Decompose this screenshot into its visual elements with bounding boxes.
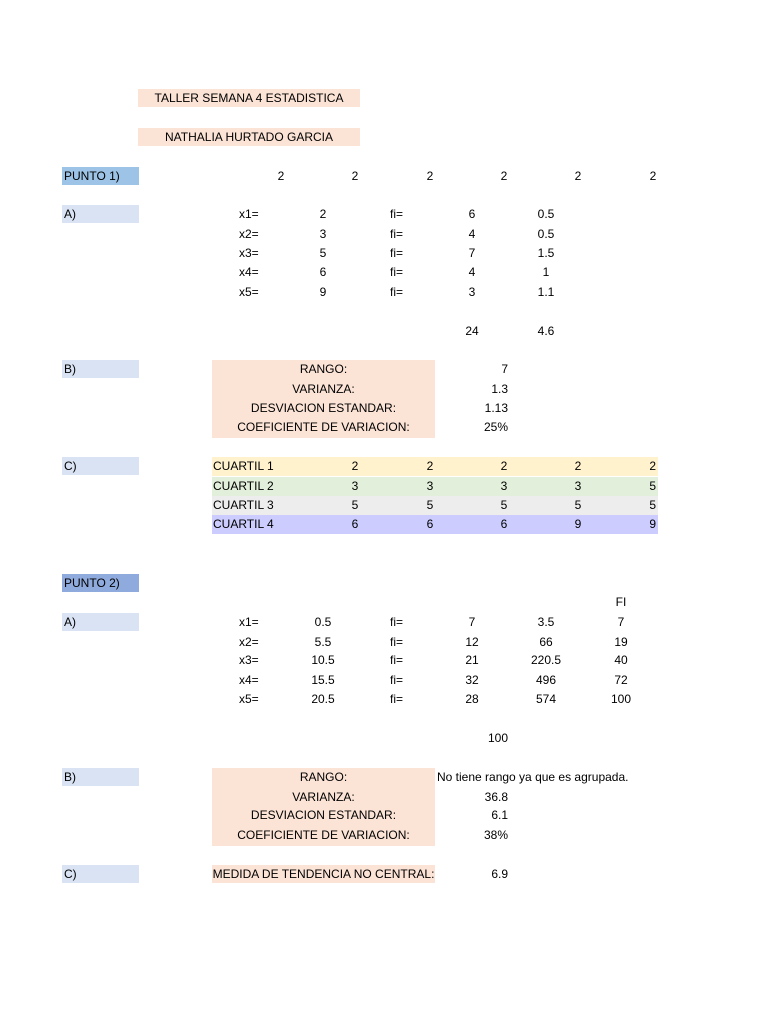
quartile-value: 2: [500, 459, 508, 473]
stat-value-desviacion: 1.13: [484, 401, 508, 415]
x-label: x4=: [239, 265, 259, 279]
x-label: x5=: [239, 285, 259, 299]
fi-label: fi=: [390, 692, 404, 706]
fi-value: 7: [468, 615, 476, 629]
p2-a-label: A): [62, 613, 139, 631]
fi-label: fi=: [390, 227, 404, 241]
quartile-value: 5: [426, 498, 434, 512]
fi-value: 32: [465, 673, 479, 687]
fi-value: 4: [468, 265, 476, 279]
cumulative-value: 72: [614, 673, 628, 687]
fi-value: 3: [468, 285, 476, 299]
x-label: x5=: [239, 692, 259, 706]
x-value: 20.5: [311, 692, 335, 706]
deviation-value: 1: [542, 265, 550, 279]
stat-value-varianza: 36.8: [484, 790, 508, 804]
x-label: x1=: [239, 207, 259, 221]
fi-value: 28: [465, 692, 479, 706]
stat-label-desviacion: DESVIACION ESTANDAR:: [250, 401, 397, 415]
product-value: 66: [539, 635, 553, 649]
fi-value: 4: [468, 227, 476, 241]
p1-b-label: B): [62, 360, 139, 378]
fi-value: 7: [468, 246, 476, 260]
quartile-value: 2: [426, 459, 434, 473]
fi-label: fi=: [390, 653, 404, 667]
quartile-value: 3: [500, 479, 508, 493]
x-label: x1=: [239, 615, 259, 629]
x-value: 6: [319, 265, 327, 279]
product-value: 220.5: [530, 653, 562, 667]
sheet-title: TALLER SEMANA 4 ESTADISTICA: [138, 89, 360, 107]
stat-label-desviacion: DESVIACION ESTANDAR:: [250, 808, 397, 822]
quartile-value: 2: [351, 459, 359, 473]
p1-c-label: C): [62, 457, 139, 475]
deviation-value: 0.5: [537, 207, 555, 221]
quartile-value: 5: [351, 498, 359, 512]
quartile-value: 5: [574, 498, 582, 512]
quartile-value: 5: [649, 498, 656, 512]
deviation-value: 1.5: [537, 246, 555, 260]
quartile-value: 6: [351, 517, 359, 531]
x-value: 15.5: [311, 673, 335, 687]
x-value: 10.5: [311, 653, 335, 667]
quartile-value: 9: [649, 517, 656, 531]
stat-label-varianza: VARIANZA:: [292, 790, 355, 804]
quartile-value: 3: [351, 479, 359, 493]
fi-label: fi=: [390, 265, 404, 279]
cumulative-value: 19: [614, 635, 628, 649]
stat-label-coeficiente: COEFICIENTE DE VARIACION:: [237, 828, 410, 842]
stat-value-coeficiente: 38%: [483, 828, 508, 842]
x-label: x2=: [239, 635, 259, 649]
fi-label: fi=: [390, 635, 404, 649]
fi-value: 12: [465, 635, 479, 649]
stat-label-coeficiente: COEFICIENTE DE VARIACION:: [237, 420, 410, 434]
stat-value-no-central: 6.9: [491, 867, 508, 881]
quartile-value: 2: [649, 459, 656, 473]
p2-c-label: C): [62, 865, 139, 883]
fi-label: fi=: [390, 246, 404, 260]
x-label: x4=: [239, 673, 259, 687]
x-value: 5.5: [314, 635, 332, 649]
x-label: x3=: [239, 653, 259, 667]
fi-label: fi=: [390, 207, 404, 221]
fi-value: 6: [468, 207, 476, 221]
quartile-value: 6: [426, 517, 434, 531]
punto-2-label: PUNTO 2): [62, 574, 139, 592]
quartile-value: 3: [574, 479, 582, 493]
x-label: x3=: [239, 246, 259, 260]
cumulative-value: 100: [610, 692, 632, 706]
quartile-value: 2: [574, 459, 582, 473]
quartile-label: CUARTIL 2: [213, 479, 274, 493]
p1-header-value: 2: [351, 169, 359, 183]
p1-header-value: 2: [500, 169, 508, 183]
x-value: 9: [319, 285, 327, 299]
quartile-value: 3: [426, 479, 434, 493]
stat-label-rango: RANGO:: [299, 770, 348, 784]
stat-label-varianza: VARIANZA:: [292, 382, 355, 396]
product-value: 574: [535, 692, 557, 706]
p1-a-label: A): [62, 205, 139, 223]
cumulative-value: 7: [617, 615, 625, 629]
fi-label: fi=: [390, 673, 404, 687]
fi-value: 21: [465, 653, 479, 667]
total-deviation: 4.6: [537, 324, 555, 338]
fi-label: fi=: [390, 615, 404, 629]
fi-cumulative-header: FI: [615, 595, 627, 609]
quartile-label: CUARTIL 4: [213, 517, 274, 531]
stat-value-rango: 7: [501, 362, 508, 376]
author-name: NATHALIA HURTADO GARCIA: [138, 128, 360, 146]
p1-header-value: 2: [574, 169, 582, 183]
stat-label-no-central: MEDIDA DE TENDENCIA NO CENTRAL:: [212, 867, 435, 881]
p2-b-label: B): [62, 768, 139, 786]
total-fi: 24: [465, 324, 479, 338]
quartile-label: CUARTIL 3: [213, 498, 274, 512]
cumulative-value: 40: [614, 653, 628, 667]
stat-label-rango: RANGO:: [299, 362, 348, 376]
product-value: 3.5: [537, 615, 555, 629]
deviation-value: 0.5: [537, 227, 555, 241]
stat-value-rango: No tiene rango ya que es agrupada.: [437, 770, 629, 784]
x-value: 0.5: [314, 615, 332, 629]
quartile-label: CUARTIL 1: [213, 459, 274, 473]
stat-value-coeficiente: 25%: [483, 420, 508, 434]
x-value: 2: [319, 207, 327, 221]
fi-label: fi=: [390, 285, 404, 299]
stat-value-desviacion: 6.1: [491, 808, 508, 822]
x-label: x2=: [239, 227, 259, 241]
quartile-value: 6: [500, 517, 508, 531]
stat-value-varianza: 1.3: [491, 382, 508, 396]
quartile-value: 5: [500, 498, 508, 512]
deviation-value: 1.1: [537, 285, 555, 299]
punto-1-label: PUNTO 1): [62, 167, 139, 185]
p1-header-value: 2: [426, 169, 434, 183]
x-value: 5: [319, 246, 327, 260]
quartile-value: 5: [649, 479, 656, 493]
p1-header-value: 2: [277, 169, 285, 183]
x-value: 3: [319, 227, 327, 241]
p1-header-value: 2: [649, 169, 657, 183]
total-fi: 100: [487, 731, 508, 745]
product-value: 496: [535, 673, 557, 687]
quartile-value: 9: [574, 517, 582, 531]
